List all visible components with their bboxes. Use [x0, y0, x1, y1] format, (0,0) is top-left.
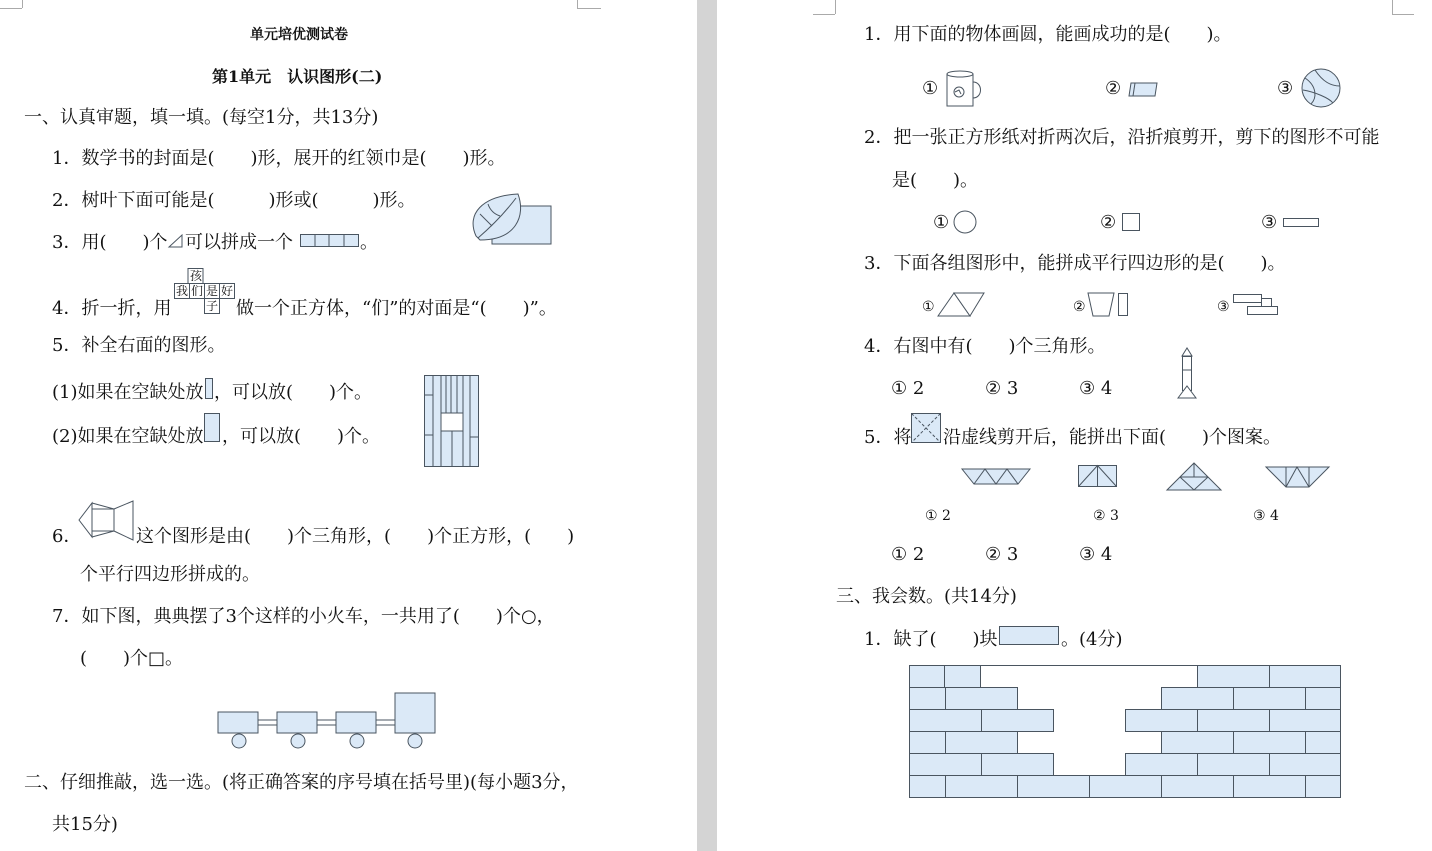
cube-char-5: 好 [221, 284, 234, 298]
section-2-heading: 二、仔细推敲，选一选。(将正确答案的序号填在括号里)(每小题3分， [24, 772, 579, 793]
right-page [717, 0, 1432, 851]
ball-icon [1301, 68, 1343, 110]
q2-2-option-2-label: ② [1100, 212, 1117, 233]
q2-3-option-1-label: ① [922, 299, 935, 315]
trapezoid-pair-icon [1087, 292, 1131, 318]
bow-shape-figure [78, 500, 136, 542]
question-1-4-part-a: 4．折一折，用 [52, 298, 172, 319]
pattern-3-figure [1166, 462, 1224, 492]
q2-3-option-2-label: ② [1073, 299, 1086, 315]
pattern-4-figure [1265, 466, 1331, 490]
question-2-4: 4．右图中有( )个三角形。 [864, 336, 1106, 357]
small-triangle-icon [168, 234, 183, 248]
question-2-2-line-2: 是( )。 [892, 170, 979, 191]
cube-char-1: 孩 [190, 269, 203, 283]
rectangle-strip-figure [300, 234, 360, 248]
pattern-1-figure [961, 468, 1031, 486]
question-1-5-2-part-b: ，可以放( )个。 [222, 426, 381, 447]
page-title: 单元培优测试卷 [250, 27, 348, 43]
question-2-1: 1．用下面的物体画圆，能画成功的是( )。 [864, 24, 1232, 45]
q2-4-option-2: ② 3 [985, 378, 1019, 399]
q2-5-option-1: ① 2 [891, 544, 925, 565]
circle-shape-icon [953, 210, 979, 236]
question-1-6-part-c: 个平行四边形拼成的。 [80, 564, 260, 585]
q2-2-option-3-label: ③ [1261, 212, 1278, 233]
question-1-7-line-1: 7．如下图，典典摆了3个这样的小火车，一共用了( )个○， [52, 606, 555, 627]
question-1-6-part-b: 这个图形是由( )个三角形，( )个正方形，( ) [136, 526, 575, 547]
q2-1-option-2-label: ② [1105, 78, 1122, 99]
cube-char-2: 我 [176, 284, 189, 298]
cup-icon [945, 70, 985, 108]
question-1-7-line-2: ( )个□。 [80, 648, 184, 669]
question-2-5-part-a: 5．将 [864, 427, 912, 448]
question-3-1-part-a: 1．缺了( )块 [864, 629, 998, 650]
left-page [0, 0, 697, 851]
question-2-3: 3．下面各组图形中，能拼成平行四边形的是( )。 [864, 253, 1286, 274]
question-1-3-part-b: 可以拼成一个 [185, 232, 293, 253]
question-1-1: 1．数学书的封面是( )形，展开的红领巾是( )形。 [52, 148, 506, 169]
q2-2-option-1-label: ① [933, 212, 950, 233]
rectangle-shape-icon [1283, 218, 1321, 230]
question-3-1-part-b: 。(4分) [1061, 629, 1123, 650]
unit-subtitle: 第1单元 认识图形(二) [212, 67, 383, 86]
cube-char-6: 子 [206, 299, 219, 313]
question-1-6-number: 6． [52, 526, 82, 547]
question-1-5-1-part-a: (1)如果在空缺处放 [52, 382, 204, 403]
question-1-4-part-b: 做一个正方体，“们”的对面是“( )”。 [236, 298, 557, 319]
question-1-5-2-part-a: (2)如果在空缺处放 [52, 426, 204, 447]
wide-bar-icon [204, 413, 221, 443]
q2-5-figure-label-1: ① 2 [925, 508, 951, 524]
thin-bar-icon [205, 378, 214, 400]
dashed-square-figure [911, 413, 943, 445]
section-1-heading: 一、认真审题，填一填。(每空1分，共13分) [24, 107, 379, 128]
question-1-2: 2．树叶下面可能是( )形或( )形。 [52, 190, 416, 211]
train-figure [217, 692, 439, 752]
q2-4-option-1: ① 2 [891, 378, 925, 399]
square-shape-icon [1122, 213, 1142, 233]
q2-1-option-1-label: ① [922, 78, 939, 99]
q2-3-option-3-label: ③ [1217, 299, 1230, 315]
leaf-figure [470, 192, 554, 248]
q2-5-figure-label-2: ② 3 [1093, 508, 1119, 524]
cube-char-3: 们 [191, 284, 204, 298]
question-1-5-1-part-b: ，可以放( )个。 [214, 382, 373, 403]
triangles-pair-icon [937, 292, 985, 318]
q2-5-option-3: ③ 4 [1079, 544, 1113, 565]
cube-char-4: 是 [206, 284, 219, 298]
eraser-icon [1127, 82, 1159, 98]
pattern-2-figure [1078, 465, 1120, 489]
question-1-5: 5．补全右面的图形。 [52, 335, 226, 356]
rocket-figure [1176, 346, 1198, 400]
question-2-5-part-b: 沿虚线剪开后，能拼出下面( )个图案。 [943, 427, 1282, 448]
brick-wall-figure [909, 665, 1343, 802]
question-1-3-part-a: 3．用( )个 [52, 232, 168, 253]
q2-5-figure-label-3: ③ 4 [1253, 508, 1279, 524]
brick-icon [999, 626, 1061, 646]
bar-grid-figure [424, 375, 480, 468]
q2-5-option-2: ② 3 [985, 544, 1019, 565]
q2-1-option-3-label: ③ [1277, 78, 1294, 99]
question-1-3-part-c: 。 [360, 232, 378, 253]
section-2-heading-cont: 共15分) [52, 814, 118, 835]
question-2-2-line-1: 2．把一张正方形纸对折两次后，沿折痕剪开，剪下的图形不可能 [864, 127, 1380, 148]
q2-4-option-3: ③ 4 [1079, 378, 1113, 399]
rectangles-pair-icon [1233, 293, 1283, 317]
section-3-heading: 三、我会数。(共14分) [836, 586, 1017, 607]
